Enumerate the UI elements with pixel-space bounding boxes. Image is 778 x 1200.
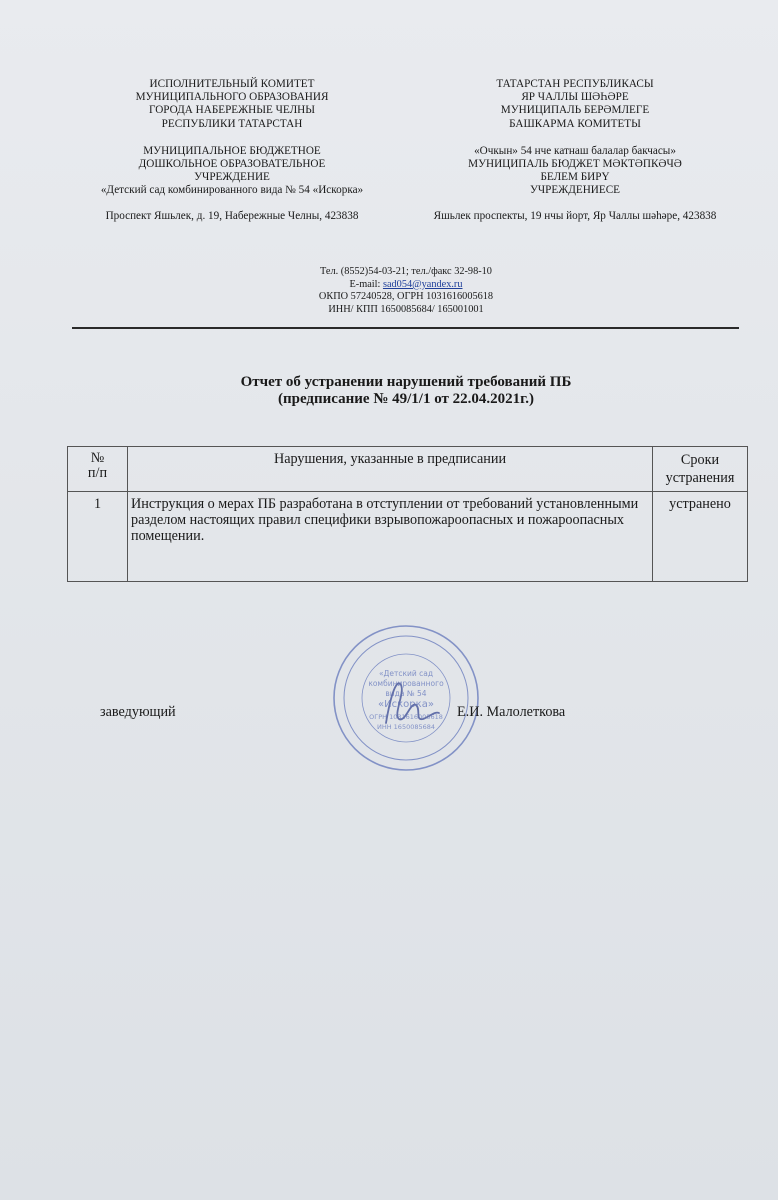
right-org-line: ЯР ЧАЛЛЫ ШӘҺӘРЕ (521, 91, 629, 104)
letterhead-right (405, 78, 745, 223)
left-org-line: РЕСПУБЛИКИ ТАТАРСТАН (161, 117, 303, 130)
stamp-text-line: вида № 54 (385, 689, 427, 698)
left-inst-line: ДОШКОЛЬНОЕ ОБРАЗОВАТЕЛЬНОЕ (138, 158, 326, 171)
letterhead-left (62, 78, 402, 223)
left-inst-line: «Детский сад комбинированного вида № 54 «Искорка» (100, 184, 364, 197)
inn-kpp-line: ИНН/ КПП 1650085684/ 165001001 (328, 303, 484, 315)
stamp-text-line: ИНН 1650085684 (376, 723, 436, 731)
right-inst-line: БЕЛЕМ БИРҮ (540, 171, 610, 184)
violations-table (67, 446, 748, 582)
left-org-line: ГОРОДА НАБЕРЕЖНЫЕ ЧЕЛНЫ (149, 104, 315, 117)
table-header-row (68, 447, 748, 492)
table-row (68, 492, 748, 582)
title-line-1: Отчет об устранении нарушений требований ПБ (240, 374, 572, 390)
right-org-line: МУНИЦИПАЛЬ БЕРӘМЛЕГЕ (500, 104, 650, 117)
right-inst-line: УЧРЕЖДЕНИЕСЕ (529, 184, 621, 197)
left-org-line: ИСПОЛНИТЕЛЬНЫЙ КОМИТЕТ (149, 78, 315, 90)
signatory-name: Е.И. Малолеткова (457, 704, 566, 720)
right-inst-line: «Очкын» 54 нче катнаш балалар бакчасы» (474, 144, 676, 157)
header-number-symbol: № (90, 450, 105, 466)
right-address: Яшьлек проспекты, 19 нчы йорт, Яр Чаллы шәһәре, 423838 (433, 209, 717, 222)
left-inst-line: МУНИЦИПАЛЬНОЕ БЮДЖЕТНОЕ (143, 144, 321, 157)
left-org-line: МУНИЦИПАЛЬНОГО ОБРАЗОВАНИЯ (135, 91, 329, 104)
official-stamp (331, 623, 481, 773)
left-address: Проспект Яшьлек, д. 19, Набережные Челны, 423838 (105, 209, 359, 222)
stamp-text-line: комбинированного (368, 679, 444, 688)
header-term-line2: устранения (665, 470, 735, 486)
stamp-text-line: ОГРН 1031616005618 (369, 713, 443, 721)
signatory-position: заведующий (100, 704, 176, 720)
title-line-2: (предписание № 49/1/1 от 22.04.2021г.) (277, 391, 535, 407)
left-inst-line: УЧРЕЖДЕНИЕ (194, 171, 270, 184)
okpo-ogrn-line: ОКПО 57240528, ОГРН 1031616005618 (318, 291, 494, 303)
header-term (653, 447, 748, 492)
header-violations: Нарушения, указанные в предписании (128, 447, 653, 492)
stamp-text-line: «Искорка» (378, 699, 434, 710)
row-violation: Инструкция о мерах ПБ разработана в отступлении от требований установленными разделом настоящих правил специфики взрывопожароопасных и пожароопасных помещении. (128, 492, 653, 582)
report-title (0, 374, 778, 408)
phone-line: Тел. (8552)54-03-21; тел./факс 32-98-10 (320, 266, 492, 277)
contact-block (0, 266, 778, 316)
right-inst-line: МУНИЦИПАЛЬ БЮДЖЕТ МӘКТӘПКӘЧӘ (468, 158, 682, 171)
email-line (0, 279, 778, 292)
header-divider (72, 327, 739, 329)
email-link[interactable]: sad054@yandex.ru (382, 278, 463, 290)
header-number (68, 447, 128, 492)
email-label: E-mail: (349, 278, 383, 290)
right-org-line: ТАТАРСТАН РЕСПУБЛИКАСЫ (496, 78, 654, 90)
right-org-line: БАШКАРМА КОМИТЕТЫ (509, 117, 641, 130)
header-number-label: п/п (87, 465, 108, 481)
row-status: устранено (653, 492, 748, 582)
stamp-text-line: «Детский сад (378, 669, 434, 678)
row-number: 1 (68, 492, 128, 582)
header-term-line1: Сроки (680, 452, 720, 468)
